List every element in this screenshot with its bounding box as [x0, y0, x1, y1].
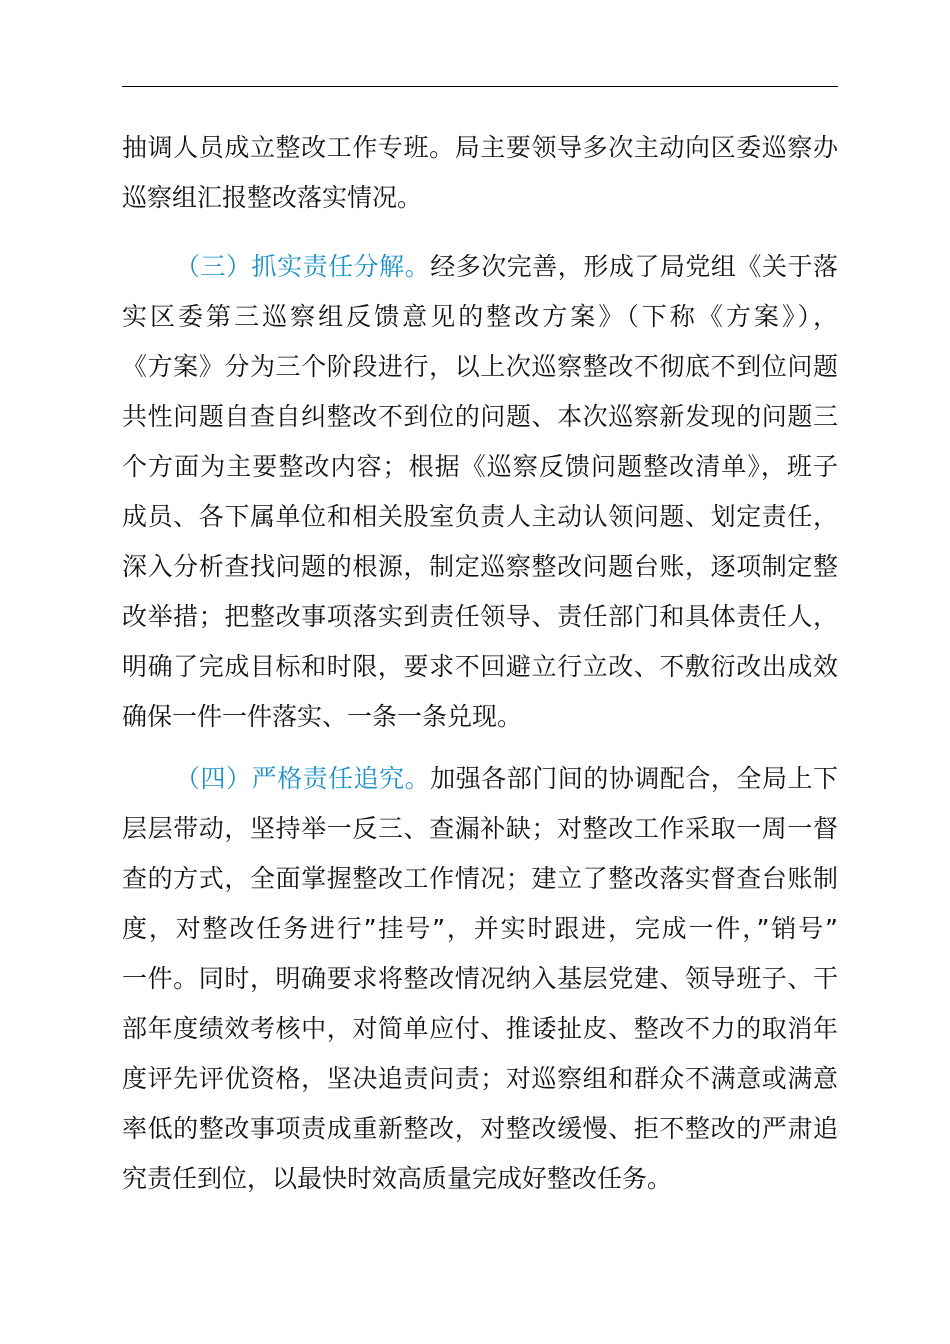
para2-line-6: 成员、各下属单位和相关股室负责人主动认领问题、划定责任， — [122, 502, 838, 531]
para2-line-1 — [175, 251, 838, 283]
header-rule — [122, 86, 838, 87]
para2-line-4: 共性问题自查自纠整改不到位的问题、本次巡察新发现的问题三 — [122, 402, 838, 431]
para2-line-1-text: 经多次完善，形成了局党组《关于落 — [430, 252, 838, 281]
para3-line-8: 率低的整改事项责成重新整改，对整改缓慢、拒不整改的严肃追 — [122, 1114, 838, 1143]
para2-line-2: 实区委第三巡察组反馈意见的整改方案》（下称《方案》）， — [122, 302, 838, 331]
para1-line-1: 抽调人员成立整改工作专班。局主要领导多次主动向区委巡察办 — [122, 133, 838, 162]
para3-line-4: 度，对整改任务进行”挂号”，并实时跟进，完成一件，”销号” — [122, 914, 838, 943]
para2-line-7: 深入分析查找问题的根源，制定巡察整改问题台账，逐项制定整 — [122, 552, 838, 581]
para3-line-1 — [175, 763, 838, 795]
para3-line-2: 层层带动，坚持举一反三、查漏补缺；对整改工作采取一周一督 — [122, 814, 838, 843]
para1-line-2: 巡察组汇报整改落实情况。 — [122, 183, 423, 212]
para3-line-7: 度评先评优资格，坚决追责问责；对巡察组和群众不满意或满意 — [122, 1064, 838, 1093]
para2-line-10: 确保一件一件落实、一条一条兑现。 — [122, 702, 523, 731]
para2-heading: （三）抓实责任分解。 — [175, 252, 431, 281]
para2-line-3: 《方案》分为三个阶段进行，以上次巡察整改不彻底不到位问题 — [122, 352, 838, 381]
para3-line-9: 究责任到位，以最快时效高质量完成好整改任务。 — [122, 1164, 673, 1193]
para3-line-3: 查的方式，全面掌握整改工作情况；建立了整改落实督查台账制 — [122, 864, 838, 893]
para3-line-6: 部年度绩效考核中，对简单应付、推诿扯皮、整改不力的取消年 — [122, 1014, 838, 1043]
para3-line-1-text: 加强各部门间的协调配合，全局上下 — [430, 764, 838, 793]
para2-line-5: 个方面为主要整改内容；根据《巡察反馈问题整改清单》，班子 — [122, 452, 838, 481]
para3-line-5: 一件。同时，明确要求将整改情况纳入基层党建、领导班子、干 — [122, 964, 838, 993]
para2-line-8: 改举措；把整改事项落实到责任领导、责任部门和具体责任人， — [122, 602, 838, 631]
para3-heading: （四）严格责任追究。 — [175, 764, 431, 793]
para2-line-9: 明确了完成目标和时限，要求不回避立行立改、不敷衍改出成效 — [122, 652, 838, 681]
